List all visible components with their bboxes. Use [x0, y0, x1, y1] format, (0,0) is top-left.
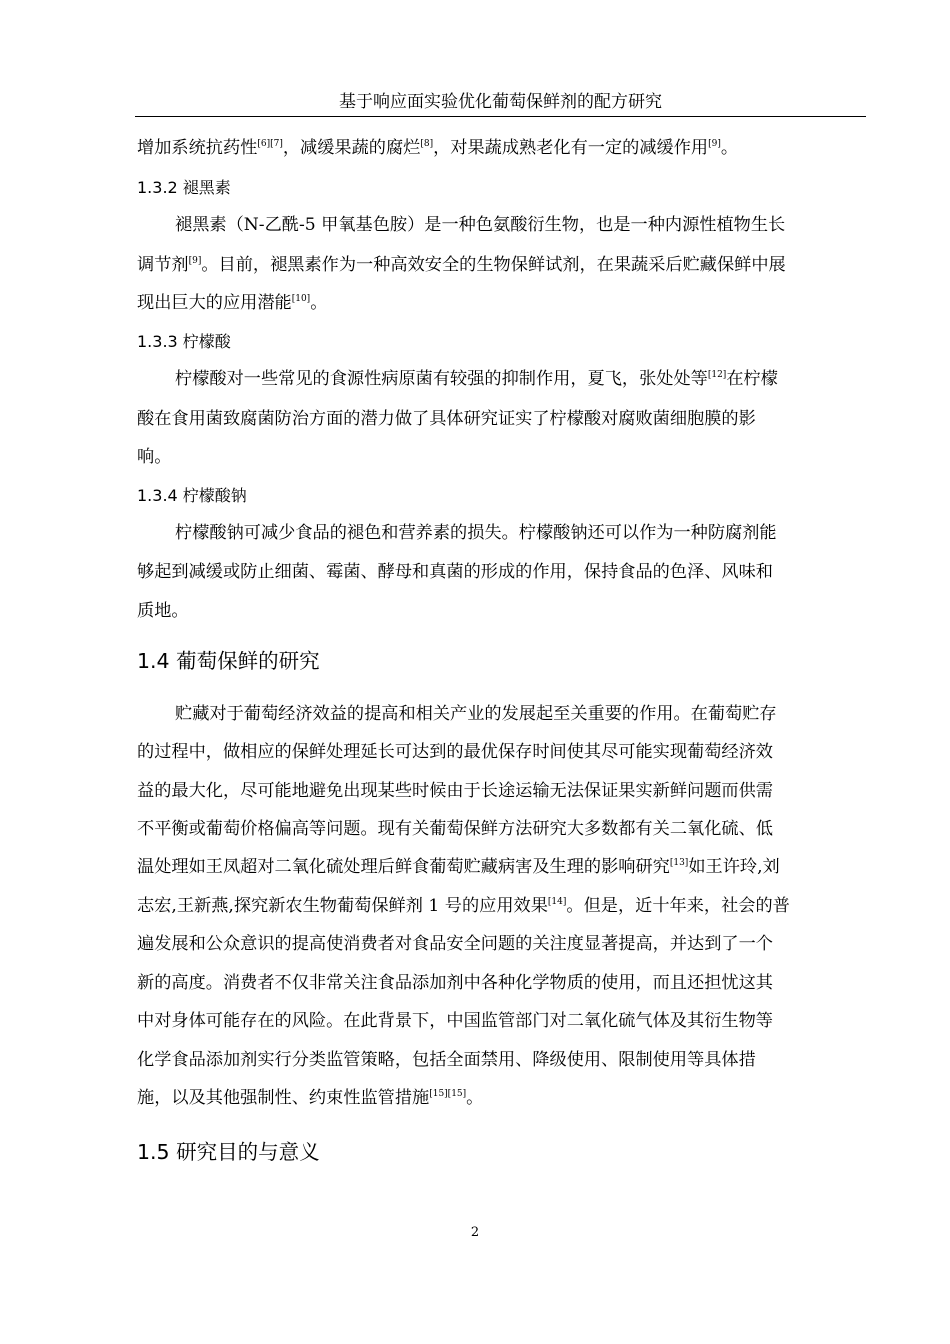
section-heading-1-3-3: 1.3.3 柠檬酸 [137, 332, 231, 351]
paragraph-line: 贮藏对于葡萄经济效益的提高和相关产业的发展起至关重要的作用。在葡萄贮存 [175, 704, 777, 724]
paragraph-line: 化学食品添加剂实行分类监管策略，包括全面禁用、降级使用、限制使用等具体措 [137, 1050, 756, 1070]
paragraph-line: 遍发展和公众意识的提高使消费者对食品安全问题的关注度显著提高，并达到了一个 [137, 934, 773, 954]
citation-ref: [15][15] [429, 1089, 467, 1099]
citation-ref: [12] [707, 370, 727, 380]
citation-ref: [9] [188, 256, 202, 266]
text-run: 。目前，褪黑素作为一种高效安全的生物保鲜试剂，在果蔬采后贮藏保鲜中展 [201, 255, 786, 275]
citation-ref: [6][7] [257, 139, 283, 149]
paragraph-line: 中对身体可能存在的风险。在此背景下，中国监管部门对二氧化硫气体及其衍生物等 [137, 1011, 773, 1031]
paragraph-line: 响。 [137, 447, 172, 467]
paragraph-line [175, 368, 778, 390]
citation-ref: [10] [291, 294, 311, 304]
text-run: 现出巨大的应用潜能 [137, 293, 292, 313]
text-run: 。 [720, 138, 739, 158]
paragraph-line: 质地。 [137, 601, 189, 621]
paragraph-line: 新的高度。消费者不仅非常关注食品添加剂中各种化学物质的使用，而且还担忧这其 [137, 973, 773, 993]
text-run: 。但是，近十年来，社会的普 [566, 896, 790, 916]
paragraph-line: 够起到减缓或防止细菌、霉菌、酵母和真菌的形成的作用，保持食品的色泽、风味和 [137, 562, 773, 582]
paragraph-line: 褪黑素（N-乙酰-5 甲氧基色胺）是一种色氨酸衍生物，也是一种内源性植物生长 [175, 215, 786, 235]
paragraph-line: 酸在食用菌致腐菌防治方面的潜力做了具体研究证实了柠檬酸对腐败菌细胞膜的影 [137, 409, 756, 429]
text-run: 。 [466, 1088, 484, 1108]
paragraph-line [137, 292, 327, 314]
paragraph-line [137, 137, 738, 159]
paragraph-line: 柠檬酸钠可减少食品的褪色和营养素的损失。柠檬酸钠还可以作为一种防腐剂能 [175, 523, 777, 543]
paragraph-line [137, 254, 786, 276]
text-run: 温处理如王凤超对二氧化硫处理后鲜食葡萄贮藏病害及生理的影响研究 [137, 857, 670, 877]
text-run: 志宏,王新燕,探究新农生物葡萄保鲜剂 1 号的应用效果 [137, 896, 548, 916]
text-run: ，对果蔬成熟老化有一定的减缓作用 [433, 138, 709, 158]
text-run: 在柠檬 [726, 369, 778, 389]
citation-ref: [13] [669, 858, 689, 868]
citation-ref: [14] [547, 897, 567, 907]
text-run: 柠檬酸对一些常见的食源性病原菌有较强的抑制作用，夏飞，张处处等 [175, 369, 708, 389]
paragraph-line [137, 1087, 483, 1109]
paragraph-line: 益的最大化，尽可能地避免出现某些时候由于长途运输无法保证果实新鲜问题而供需 [137, 781, 773, 801]
section-heading-1-3-2: 1.3.2 褪黑素 [137, 178, 231, 197]
section-heading-1-5: 1.5 研究目的与意义 [137, 1140, 320, 1164]
text-run: 。 [310, 293, 328, 313]
section-heading-1-4: 1.4 葡萄保鲜的研究 [137, 649, 320, 673]
header-rule [135, 116, 866, 117]
text-run: 增加系统抗药性 [137, 138, 258, 158]
text-run: 施，以及其他强制性、约束性监管措施 [137, 1088, 430, 1108]
text-run: ，减缓果蔬的腐烂 [282, 138, 421, 158]
page-number: 2 [470, 1225, 480, 1240]
text-run: 如王许玲,刘 [688, 857, 780, 877]
text-run: 调节剂 [137, 255, 189, 275]
citation-ref: [9] [708, 139, 721, 149]
running-header: 基于响应面实验优化葡萄保鲜剂的配方研究 [339, 92, 662, 112]
citation-ref: [8] [420, 139, 434, 149]
section-heading-1-3-4: 1.3.4 柠檬酸钠 [137, 486, 247, 505]
paragraph-line [137, 895, 790, 917]
paragraph-line [137, 856, 780, 878]
paragraph-line: 的过程中，做相应的保鲜处理延长可达到的最优保存时间使其尽可能实现葡萄经济效 [137, 742, 773, 762]
paragraph-line: 不平衡或葡萄价格偏高等问题。现有关葡萄保鲜方法研究大多数都有关二氧化硫、低 [137, 819, 773, 839]
